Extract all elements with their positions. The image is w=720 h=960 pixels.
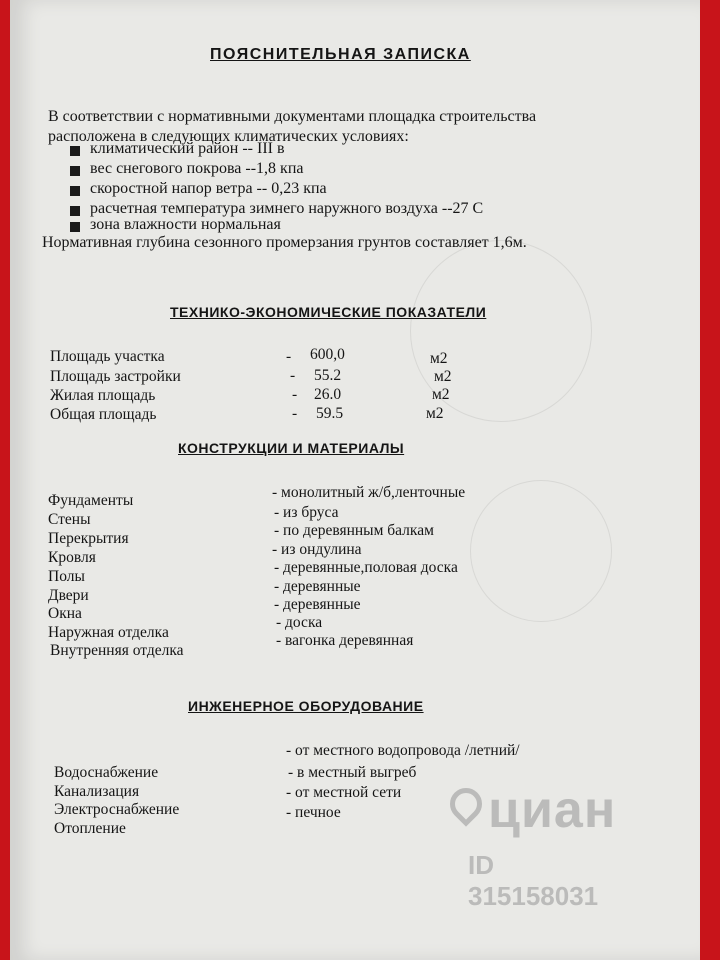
tech-unit: м2 bbox=[426, 405, 444, 422]
engineering-label: Отопление bbox=[54, 820, 126, 837]
material-label: Перекрытия bbox=[48, 530, 129, 547]
engineering-label: Канализация bbox=[54, 783, 140, 800]
engineering-value: - от местной сети bbox=[286, 784, 402, 801]
tech-value: 59.5 bbox=[316, 405, 344, 422]
tech-label: Жилая площадь bbox=[50, 387, 156, 404]
bullet-icon bbox=[70, 206, 80, 216]
tech-unit: м2 bbox=[430, 350, 448, 367]
material-label: Полы bbox=[48, 568, 85, 585]
material-value: - из ондулина bbox=[272, 541, 362, 558]
tech-value: 600,0 bbox=[310, 346, 345, 363]
engineering-value: - в местный выгреб bbox=[288, 764, 417, 781]
engineering-label: Водоснабжение bbox=[54, 764, 159, 781]
tech-dash: - bbox=[292, 405, 298, 422]
material-label: Стены bbox=[48, 511, 91, 528]
frost-depth-line: Нормативная глубина сезонного промерзания грунтов составляет 1,6м. bbox=[42, 234, 527, 251]
material-value: - деревянные bbox=[274, 578, 361, 595]
engineering-value: - от местного водопровода /летний/ bbox=[286, 742, 520, 759]
condition-item: зона влажности нормальная bbox=[90, 216, 281, 233]
bullet-icon bbox=[70, 166, 80, 176]
material-label: Окна bbox=[48, 605, 82, 622]
watermark-brand: циан bbox=[488, 781, 617, 839]
show-through-circle bbox=[470, 480, 612, 622]
materials-section-title: КОНСТРУКЦИИ И МАТЕРИАЛЫ bbox=[178, 440, 405, 456]
material-label: Фундаменты bbox=[48, 492, 134, 509]
engineering-label: Электроснабжение bbox=[54, 801, 180, 818]
bullet-icon bbox=[70, 186, 80, 196]
intro-line-2: расположена в следующих климатических условиях: bbox=[48, 128, 409, 145]
watermark-id: ID 315158031 bbox=[468, 850, 599, 911]
engineering-value: - печное bbox=[286, 804, 341, 821]
material-value: - деревянные,половая доска bbox=[274, 559, 458, 576]
tech-value: 55.2 bbox=[314, 367, 342, 384]
condition-item: климатический район -- III в bbox=[90, 140, 285, 157]
page-title: ПОЯСНИТЕЛЬНАЯ ЗАПИСКА bbox=[210, 46, 471, 63]
material-value: - монолитный ж/б,ленточные bbox=[272, 484, 466, 501]
material-value: - вагонка деревянная bbox=[276, 632, 414, 649]
tech-section-title: ТЕХНИКО-ЭКОНОМИЧЕСКИЕ ПОКАЗАТЕЛИ bbox=[170, 304, 487, 320]
bullet-icon bbox=[70, 222, 80, 232]
material-label: Внутренняя отделка bbox=[50, 642, 184, 659]
material-value: - деревянные bbox=[274, 596, 361, 613]
tech-dash: - bbox=[292, 386, 298, 403]
material-label: Наружная отделка bbox=[48, 624, 169, 641]
material-value: - доска bbox=[276, 614, 323, 631]
condition-item: расчетная температура зимнего наружного воздуха --27 С bbox=[90, 200, 484, 217]
tech-dash: - bbox=[286, 348, 292, 365]
material-value: - по деревянным балкам bbox=[274, 522, 434, 539]
tech-value: 26.0 bbox=[314, 386, 342, 403]
material-label: Кровля bbox=[48, 549, 96, 566]
material-value: - из бруса bbox=[274, 504, 339, 521]
tech-label: Площадь участка bbox=[50, 348, 165, 365]
material-label: Двери bbox=[48, 587, 89, 604]
document-page bbox=[10, 0, 700, 960]
engineering-section-title: ИНЖЕНЕРНОЕ ОБОРУДОВАНИЕ bbox=[188, 698, 424, 714]
condition-item: вес снегового покрова --1,8 кпа bbox=[90, 160, 304, 177]
tech-label: Площадь застройки bbox=[50, 368, 181, 385]
tech-label: Общая площадь bbox=[50, 406, 157, 423]
bullet-icon bbox=[70, 146, 80, 156]
tech-dash: - bbox=[290, 367, 296, 384]
condition-item: скоростной напор ветра -- 0,23 кпа bbox=[90, 180, 327, 197]
tech-unit: м2 bbox=[432, 386, 450, 403]
intro-line-1: В соответствии с нормативными документами площадка строительства bbox=[48, 108, 537, 125]
location-pin-icon bbox=[443, 781, 488, 826]
tech-unit: м2 bbox=[434, 368, 452, 385]
